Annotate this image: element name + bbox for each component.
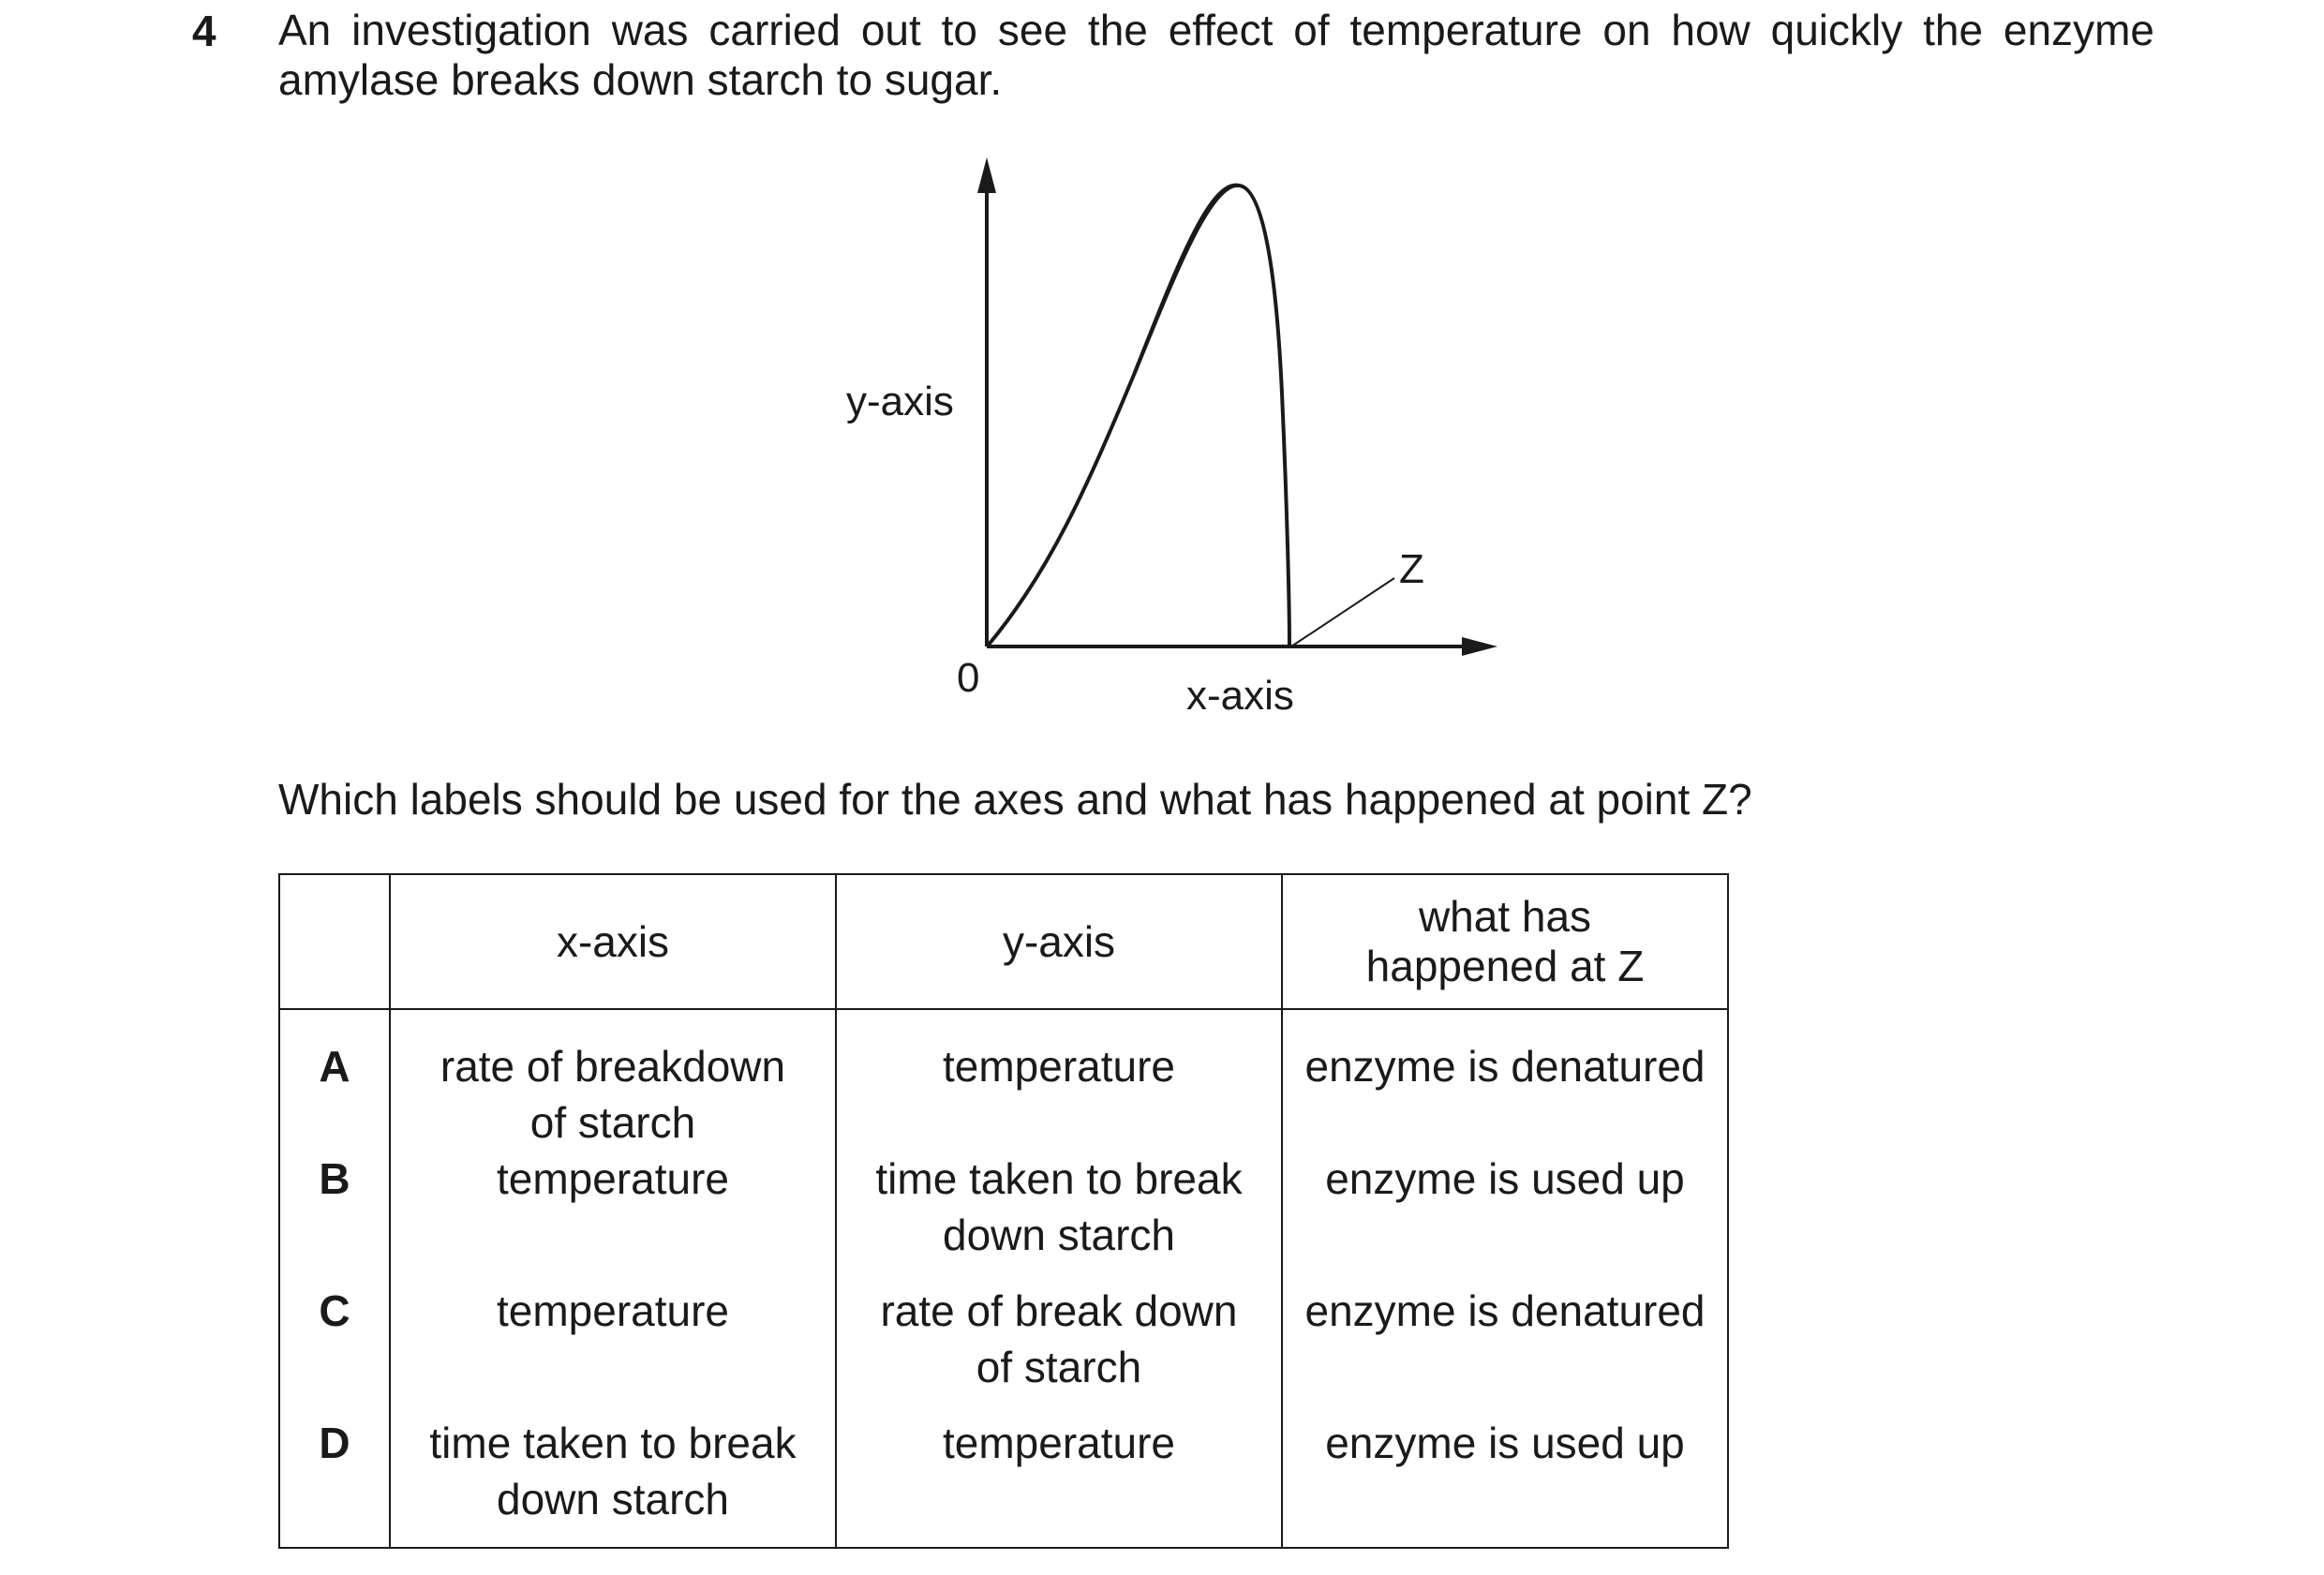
table-row[interactable]	[279, 1283, 1728, 1415]
answer-options-table	[278, 873, 1729, 1549]
x-axis-arrowhead	[1462, 637, 1497, 656]
x-axis-label: x-axis	[1186, 673, 1294, 719]
option-at-z: enzyme is used up	[1282, 1415, 1728, 1548]
table-row[interactable]	[279, 1151, 1728, 1283]
table-row[interactable]	[279, 1415, 1728, 1548]
option-at-z: enzyme is used up	[1282, 1151, 1728, 1283]
option-letter: A	[279, 1009, 390, 1151]
question-prompt: Which labels should be used for the axes and what has happened at point Z?	[278, 775, 1752, 824]
rate-curve	[989, 186, 1239, 645]
origin-label: 0	[957, 655, 980, 701]
option-x-axis-text: time taken to break down starch	[429, 1419, 797, 1523]
y-axis-label: y-axis	[846, 379, 954, 424]
option-x-axis	[390, 1009, 836, 1151]
option-at-z: enzyme is denatured	[1282, 1009, 1728, 1151]
header-blank	[279, 874, 390, 1009]
table-header-row	[279, 874, 1728, 1009]
option-x-axis	[390, 1415, 836, 1548]
header-what-happened	[1282, 874, 1728, 1009]
option-y-axis: temperature	[836, 1415, 1282, 1548]
z-leader-line	[1291, 578, 1394, 646]
option-x-axis: temperature	[390, 1151, 836, 1283]
table-row[interactable]	[279, 1009, 1728, 1151]
option-x-axis: temperature	[390, 1283, 836, 1415]
option-y-axis	[836, 1283, 1282, 1415]
option-letter: D	[279, 1415, 390, 1548]
point-z-label: Z	[1399, 546, 1424, 592]
header-y-axis: y-axis	[836, 874, 1282, 1009]
option-x-axis-text: rate of breakdown of starch	[439, 1042, 786, 1147]
question-stem: An investigation was carried out to see the effect of temperature on how quickly the enzyme amylase breaks down starch to sugar.	[278, 6, 2154, 104]
option-y-axis-text: rate of break down of starch	[880, 1286, 1238, 1391]
option-letter: B	[279, 1151, 390, 1283]
option-letter: C	[279, 1283, 390, 1415]
option-y-axis: temperature	[836, 1009, 1282, 1151]
option-at-z: enzyme is denatured	[1282, 1283, 1728, 1415]
option-y-axis-text: time taken to break down starch	[875, 1154, 1243, 1259]
enzyme-graph	[0, 0, 2324, 750]
y-axis-arrowhead	[977, 157, 996, 193]
header-what-happened-text: what has happened at Z	[1365, 892, 1645, 990]
rate-curve-peak	[1134, 186, 1289, 646]
question-number: 4	[192, 7, 216, 55]
option-y-axis	[836, 1151, 1282, 1283]
header-x-axis: x-axis	[390, 874, 836, 1009]
